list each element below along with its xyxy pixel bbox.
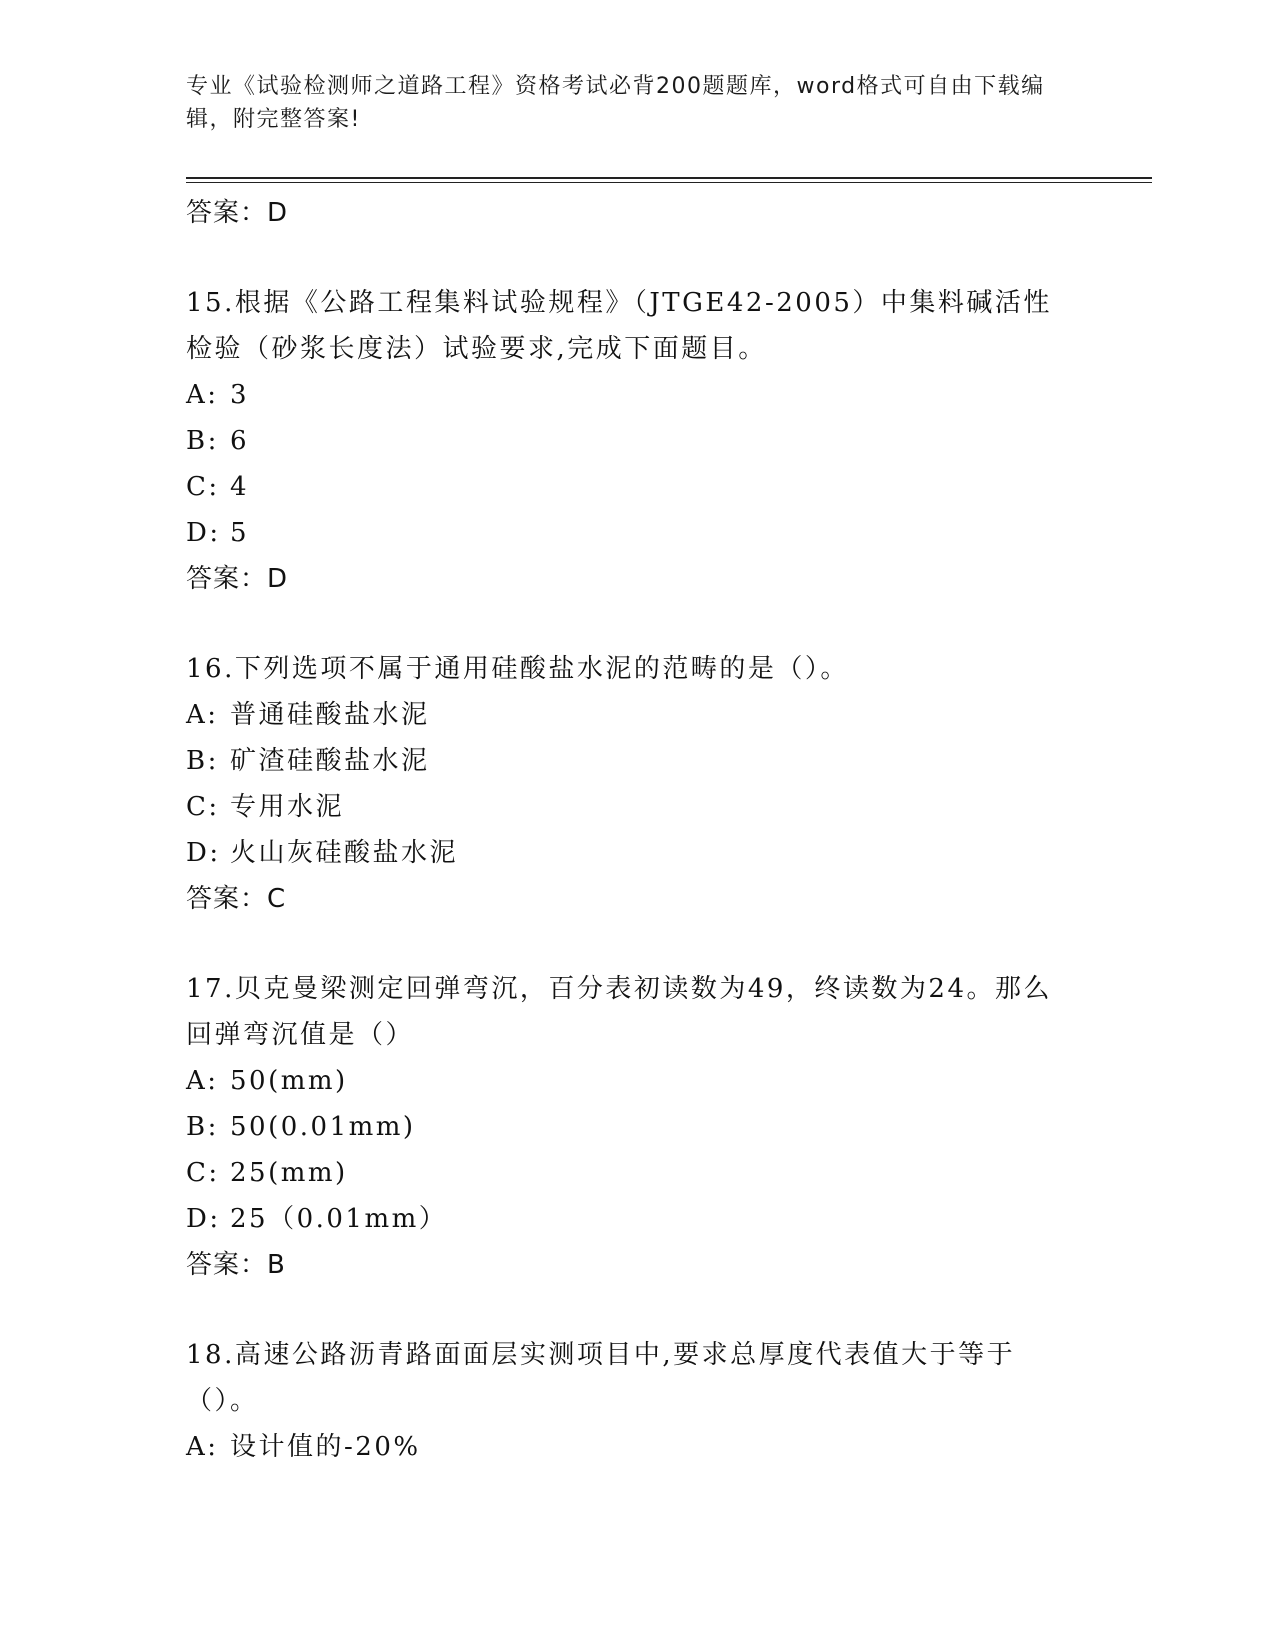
answer-line: 答案：C (186, 884, 287, 914)
option-letter: D: (186, 838, 221, 868)
question-block-16 (186, 646, 1152, 922)
option-letter: C: (186, 472, 220, 502)
option-b (186, 1104, 1152, 1150)
question-block-17 (186, 966, 1152, 1288)
option-text: 设计值的-20% (230, 1432, 421, 1462)
option-text: 6 (230, 426, 250, 456)
option-text: 普通硅酸盐水泥 (230, 700, 430, 730)
option-text: 50(mm) (230, 1066, 348, 1096)
option-letter: B: (186, 1112, 219, 1142)
question-block-18 (186, 1332, 1152, 1470)
option-c (186, 1150, 1152, 1196)
question-text: 16.下列选项不属于通用硅酸盐水泥的范畴的是（）。 (186, 654, 849, 684)
option-text: 25(mm) (230, 1158, 348, 1188)
option-text: 矿渣硅酸盐水泥 (230, 746, 430, 776)
option-a (186, 372, 1152, 418)
option-c (186, 464, 1152, 510)
answer-line: 答案：D (186, 564, 289, 594)
option-text: 专用水泥 (230, 792, 345, 822)
option-text: 5 (230, 518, 250, 548)
question-block-15 (186, 280, 1152, 602)
question-list (186, 190, 1152, 1470)
option-text: 火山灰硅酸盐水泥 (230, 838, 459, 868)
header-rule-thin (186, 182, 1152, 183)
option-b (186, 418, 1152, 464)
option-letter: B: (186, 746, 219, 776)
option-text: 4 (230, 472, 250, 502)
option-letter: A: (186, 1066, 219, 1096)
option-letter: A: (186, 1432, 219, 1462)
header-rule-thick (186, 177, 1152, 179)
option-a (186, 1424, 1152, 1470)
answer-line: 答案：B (186, 1250, 286, 1280)
option-c (186, 784, 1152, 830)
option-letter: D: (186, 1204, 221, 1234)
question-text: 15.根据《公路工程集料试验规程》（JTGE42-2005）中集料碱活性检验（砂浆长度法）试验要求,完成下面题目。 (186, 288, 1052, 364)
option-d (186, 830, 1152, 876)
option-letter: A: (186, 700, 219, 730)
option-a (186, 692, 1152, 738)
option-d (186, 510, 1152, 556)
option-b (186, 738, 1152, 784)
option-text: 50(0.01mm) (230, 1112, 416, 1142)
option-a (186, 1058, 1152, 1104)
option-letter: A: (186, 380, 219, 410)
question-text: 18.高速公路沥青路面面层实测项目中,要求总厚度代表值大于等于（）。 (186, 1340, 1016, 1416)
document-header: 专业《试验检测师之道路工程》资格考试必背200题题库，word格式可自由下载编辑，附完整答案! (186, 74, 1045, 132)
option-letter: C: (186, 1158, 220, 1188)
question-text: 17.贝克曼梁测定回弹弯沉，百分表初读数为49，终读数为24。那么回弹弯沉值是（） (186, 974, 1053, 1050)
option-letter: C: (186, 792, 220, 822)
option-text: 25（0.01mm） (230, 1204, 448, 1234)
answer-line: 答案：D (186, 198, 289, 228)
option-d (186, 1196, 1152, 1242)
option-letter: B: (186, 426, 219, 456)
option-text: 3 (230, 380, 250, 410)
option-letter: D: (186, 518, 221, 548)
